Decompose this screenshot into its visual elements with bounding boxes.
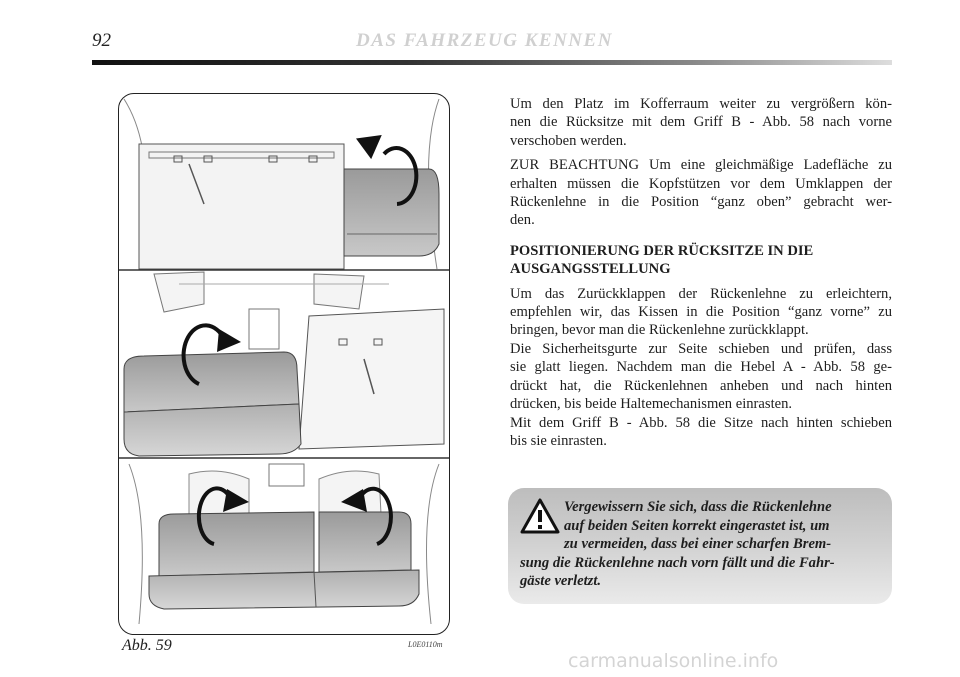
figure-code: L0E0110m xyxy=(408,640,443,649)
page-number: 92 xyxy=(92,30,111,51)
warning-line: auf beiden Seiten korrekt eingerastet ist, um xyxy=(564,517,830,534)
text-line: Um den Platz im Kofferraum weiter zu vergrößern kön- xyxy=(510,96,892,112)
text-line: drücken, bis beide Haltemechanismen einrasten. xyxy=(510,396,793,413)
text-line: Die Sicherheitsgurte zur Seite schieben und prüfen, dass xyxy=(510,340,892,357)
seat-illustration xyxy=(119,94,449,634)
warning-line: zu vermeiden, dass bei einer scharfen Brem- xyxy=(564,536,832,553)
watermark: carmanualsonline.info xyxy=(568,650,779,672)
panel-fold-forward xyxy=(124,99,439,269)
section-heading xyxy=(510,242,892,279)
paragraph-instructions xyxy=(510,285,892,451)
text-line: empfehlen wir, das Kissen in die Position “ganz vorne” zu xyxy=(510,304,892,321)
text-line: Mit dem Griff B - Abb. 58 die Sitze nach hinten schieben xyxy=(510,414,892,431)
text-line: bringen, bevor man die Rückenlehne zurückklappt. xyxy=(510,322,809,339)
heading-line: POSITIONIERUNG DER RÜCKSITZE IN DIE xyxy=(510,242,814,259)
text-line: drückt hat, die Rückenlehnen anheben und nach hinten xyxy=(510,377,892,394)
text-line: verschoben werden. xyxy=(510,132,627,149)
panel-cushion-forward xyxy=(124,272,444,456)
chapter-title: DAS FAHRZEUG KENNEN xyxy=(356,30,613,51)
body-text xyxy=(510,95,892,456)
text-line: den. xyxy=(510,212,535,229)
header-rule xyxy=(92,60,892,65)
text-line: Um das Zurückklappen der Rückenlehne zu erleichtern, xyxy=(510,285,892,302)
panel-both-seats xyxy=(129,464,439,624)
text-line: sie glatt liegen. Nachdem man die Hebel A - Abb. 58 ge- xyxy=(510,359,892,376)
warning-box xyxy=(508,488,892,604)
figure-illustration xyxy=(118,93,450,635)
figure-caption: Abb. 59 xyxy=(122,637,172,654)
text-line: ZUR BEACHTUNG Um eine gleichmäßige Ladefläche zu xyxy=(510,157,892,174)
text-line: erhalten müssen die Kopfstützen vor dem Umklappen der xyxy=(510,175,892,192)
text-line: nen die Rücksitze mit dem Griff B - Abb. 58 nach vorne xyxy=(510,114,892,131)
warning-text xyxy=(520,498,880,591)
text-line: bis sie einrasten. xyxy=(510,432,607,449)
paragraph-trunk-space xyxy=(510,95,892,150)
text-line: Rückenlehne in die Position “ganz oben” gebracht wer- xyxy=(510,194,892,211)
warning-line: gäste verletzt. xyxy=(520,573,602,590)
warning-line: Vergewissern Sie sich, dass die Rückenlehne xyxy=(564,499,832,515)
heading-line: AUSGANGSSTELLUNG xyxy=(510,261,671,278)
paragraph-note xyxy=(510,156,892,230)
warning-line: sung die Rückenlehne nach vorn fällt und die Fahr- xyxy=(520,554,835,571)
